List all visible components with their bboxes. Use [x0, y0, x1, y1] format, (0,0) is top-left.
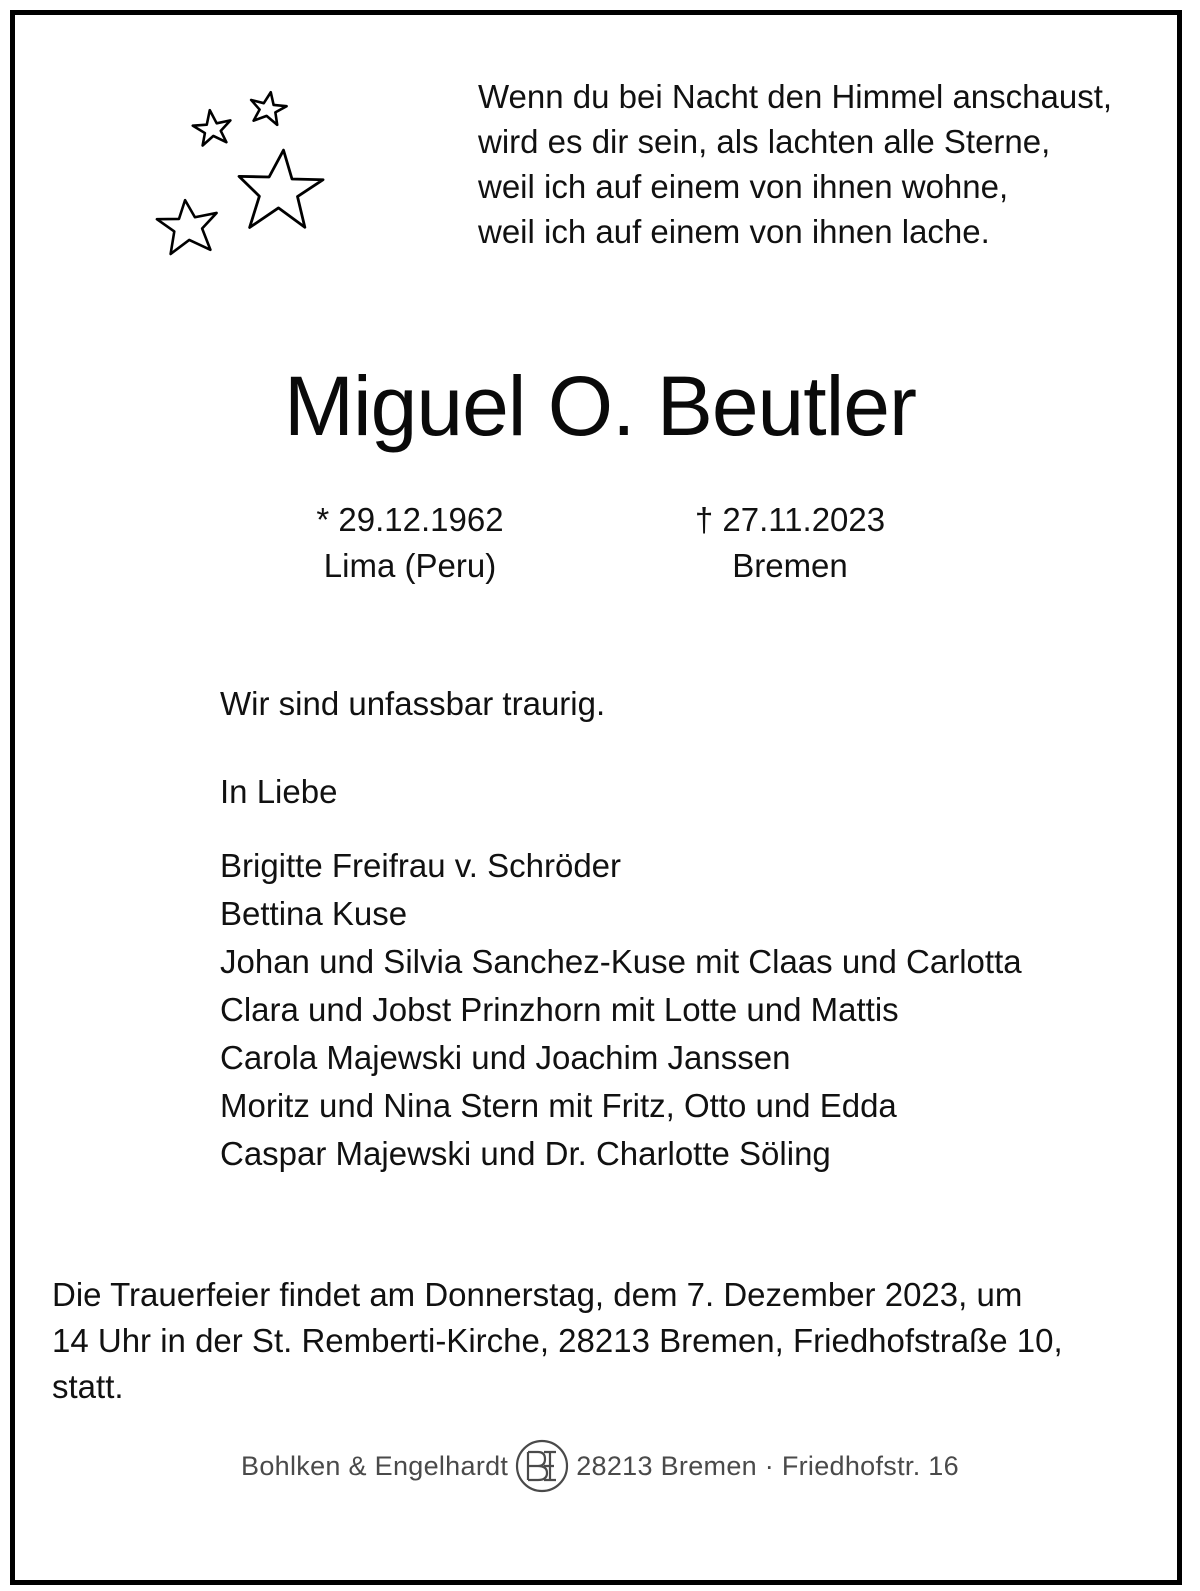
- stars-icon: [150, 80, 350, 270]
- birth-info: [300, 497, 520, 589]
- funeral-home-name: Bohlken & Engelhardt: [241, 1450, 509, 1481]
- death-date: † 27.11.2023: [694, 501, 886, 538]
- grief-statement: Wir sind unfassbar traurig.: [220, 685, 606, 722]
- ceremony-line: Die Trauerfeier findet am Donnerstag, dem 7. Dezember 2023, um: [52, 1276, 1023, 1313]
- poem-line: wird es dir sein, als lachten alle Sterne,: [478, 123, 1051, 160]
- funeral-home-address: 28213 Bremen · Friedhofstr. 16: [576, 1450, 959, 1481]
- mourners-list: [220, 842, 1022, 1178]
- funeral-home-footer: [0, 1438, 1200, 1494]
- death-info: [680, 497, 900, 589]
- small-star-icon: [248, 89, 289, 126]
- deceased-name: Miguel O. Beutler: [284, 359, 916, 453]
- birth-place: Lima (Peru): [323, 547, 497, 584]
- mourner-name: Clara und Jobst Prinzhorn mit Lotte und Mattis: [220, 991, 899, 1028]
- ceremony-line: statt.: [52, 1368, 124, 1405]
- poem-line: weil ich auf einem von ihnen lache.: [478, 213, 990, 250]
- mourner-name: Caspar Majewski und Dr. Charlotte Söling: [220, 1135, 831, 1172]
- ceremony-line: 14 Uhr in der St. Remberti-Kirche, 28213 Bremen, Friedhofstraße 10,: [52, 1322, 1063, 1359]
- in-love-line: In Liebe: [220, 773, 338, 810]
- mourner-name: Moritz und Nina Stern mit Fritz, Otto und Edda: [220, 1087, 897, 1124]
- death-place: Bremen: [732, 547, 848, 584]
- poem-line: Wenn du bei Nacht den Himmel anschaust,: [478, 78, 1113, 115]
- ceremony-notice: [52, 1272, 1162, 1410]
- mourner-name: Carola Majewski und Joachim Janssen: [220, 1039, 791, 1076]
- small-star-icon: [191, 108, 233, 147]
- funeral-home-logo-icon: [514, 1438, 570, 1494]
- large-star-icon: [235, 146, 326, 233]
- poem-line: weil ich auf einem von ihnen wohne,: [478, 168, 1009, 205]
- mourner-name: Bettina Kuse: [220, 895, 408, 932]
- birth-date: * 29.12.1962: [316, 501, 504, 538]
- medium-star-icon: [155, 197, 220, 255]
- mourner-name: Johan und Silvia Sanchez-Kuse mit Claas und Carlotta: [220, 943, 1022, 980]
- mourner-name: Brigitte Freifrau v. Schröder: [220, 847, 622, 884]
- poem-quote: [478, 74, 1112, 254]
